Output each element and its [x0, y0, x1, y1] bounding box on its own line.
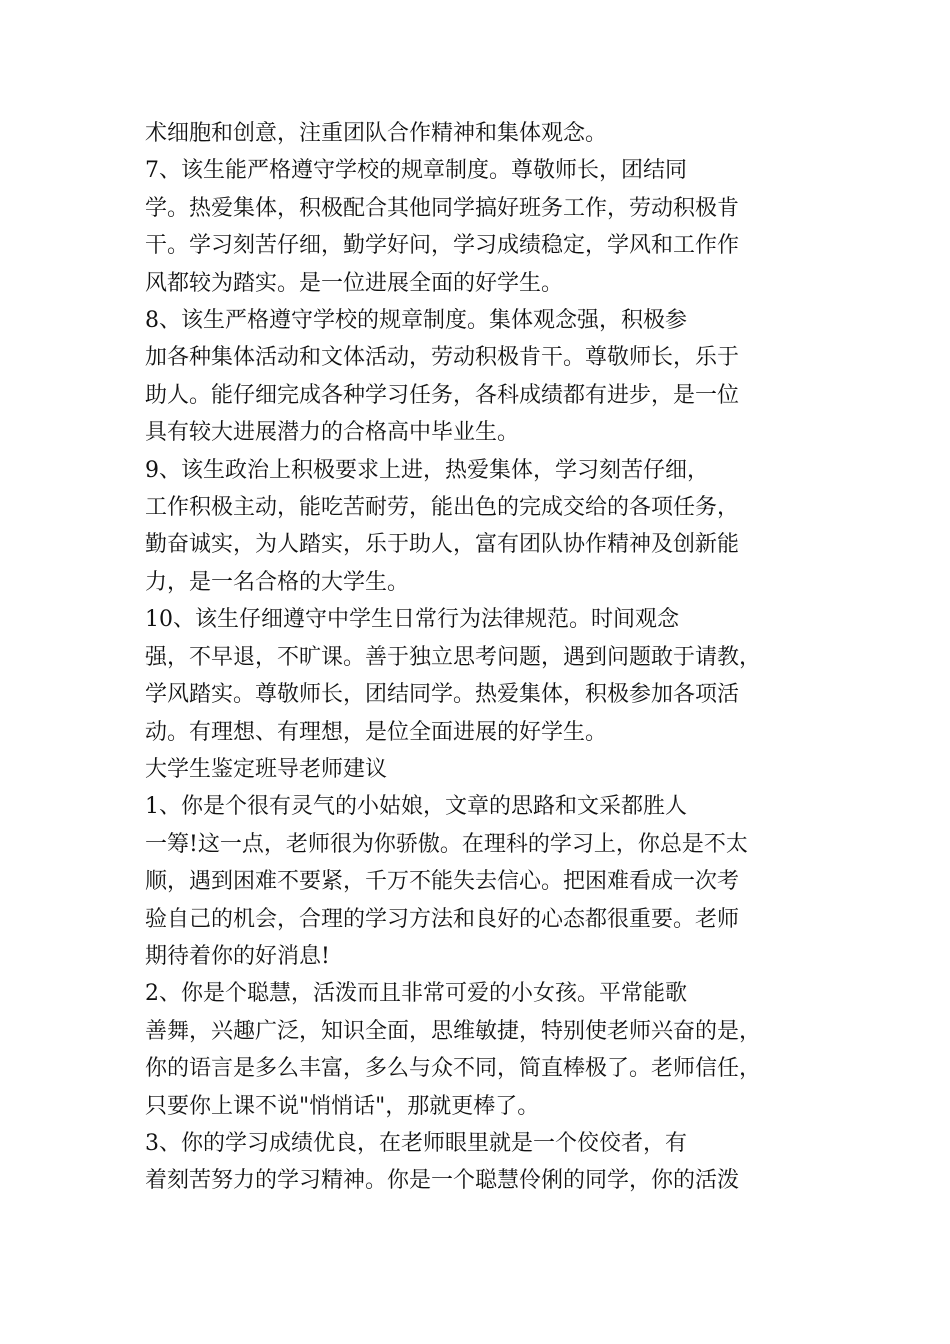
- paragraph: [145, 152, 825, 302]
- text-line: 你的语言是多么丰富，多么与众不同，简直棒极了。老师信任，: [145, 1056, 762, 1082]
- text-line: 1、你是个很有灵气的小姑娘，文章的思路和文采都胜人: [145, 794, 687, 820]
- text-line: 7、该生能严格遵守学校的规章制度。尊敬师长，团结同: [145, 158, 687, 184]
- text-line: 动。有理想、有理想，是位全面进展的好学生。: [145, 719, 608, 745]
- text-line: 加各种集体活动和文体活动，劳动积极肯干。尊敬师长，乐于: [145, 345, 740, 371]
- text-line: 只要你上课不说"悄悄话"，那就更棒了。: [145, 1093, 540, 1119]
- text-line: 强，不早退，不旷课。善于独立思考问题，遇到问题敢于请教，: [145, 644, 762, 670]
- text-line: 学风踏实。尊敬师长，团结同学。热爱集体，积极参加各项活: [145, 682, 740, 708]
- paragraph: [145, 1125, 825, 1200]
- text-line: 一筹!这一点，老师很为你骄傲。在理科的学习上，你总是不太: [145, 831, 748, 857]
- paragraph: [145, 751, 825, 788]
- text-line: 8、该生严格遵守学校的规章制度。集体观念强，积极参: [145, 308, 687, 334]
- text-line: 勤奋诚实，为人踏实，乐于助人，富有团队协作精神及创新能: [145, 532, 740, 558]
- text-line: 风都较为踏实。是一位进展全面的好学生。: [145, 270, 564, 296]
- text-line: 大学生鉴定班导老师建议: [145, 756, 388, 782]
- text-line: 3、你的学习成绩优良，在老师眼里就是一个佼佼者，有: [145, 1130, 687, 1156]
- paragraph: [145, 601, 825, 751]
- text-line: 力，是一名合格的大学生。: [145, 569, 410, 595]
- text-line: 2、你是个聪慧，活泼而且非常可爱的小女孩。平常能歌: [145, 981, 687, 1007]
- text-line: 学。热爱集体，积极配合其他同学搞好班务工作，劳动积极肯: [145, 195, 740, 221]
- text-line: 9、该生政治上积极要求上进，热爱集体，学习刻苦仔细，: [145, 457, 709, 483]
- text-line: 期待着你的好消息!: [145, 943, 330, 969]
- text-line: 着刻苦努力的学习精神。你是一个聪慧伶俐的同学，你的活泼: [145, 1168, 740, 1194]
- text-line: 具有较大进展潜力的合格高中毕业生。: [145, 420, 520, 446]
- paragraph: [145, 975, 825, 1125]
- text-line: 干。学习刻苦仔细，勤学好问，学习成绩稳定，学风和工作作: [145, 233, 740, 259]
- text-line: 术细胞和创意，注重团队合作精神和集体观念。: [145, 121, 608, 146]
- text-line: 10、该生仔细遵守中学生日常行为法律规范。时间观念: [145, 607, 679, 633]
- text-line: 验自己的机会，合理的学习方法和良好的心态都很重要。老师: [145, 906, 740, 932]
- text-line: 顺，遇到困难不要紧，千万不能失去信心。把困难看成一次考: [145, 869, 740, 895]
- paragraph: [145, 788, 825, 975]
- paragraph: [145, 115, 825, 152]
- text-line: 助人。能仔细完成各种学习任务，各科成绩都有进步，是一位: [145, 382, 740, 408]
- document-body: [145, 115, 825, 1200]
- paragraph: [145, 452, 825, 602]
- text-line: 工作积极主动，能吃苦耐劳，能出色的完成交给的各项任务，: [145, 495, 740, 521]
- text-line: 善舞，兴趣广泛，知识全面，思维敏捷，特别使老师兴奋的是，: [145, 1018, 762, 1044]
- paragraph: [145, 302, 825, 452]
